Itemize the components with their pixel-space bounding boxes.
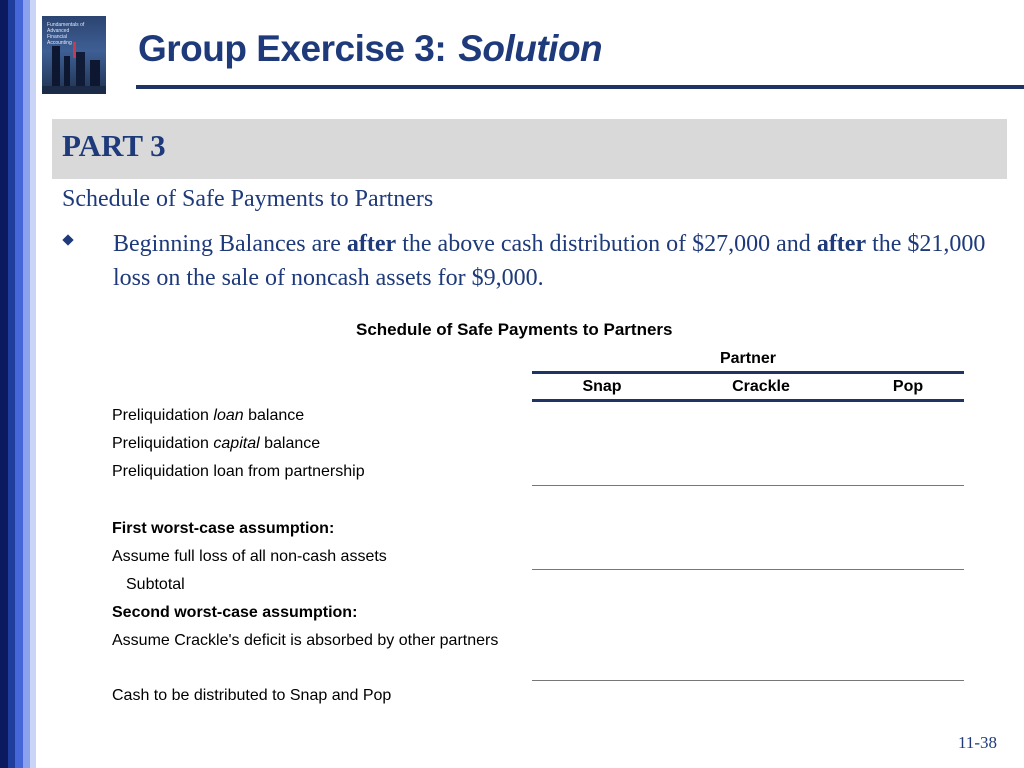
slide-title-emphasis: Solution: [458, 28, 603, 69]
decor-stripe-2: [8, 0, 15, 768]
table-row-label: Cash to be distributed to Snap and Pop: [112, 687, 392, 704]
table-row-label: [112, 403, 304, 429]
column-header-pop: Pop: [892, 378, 924, 395]
title-underline: [136, 85, 1024, 89]
table-section-heading: First worst-case assumption:: [112, 520, 335, 537]
book-cover-title: Fundamentals of Advanced Financial Accounting: [47, 22, 85, 46]
bullet-text: [113, 227, 1003, 295]
slide-title-main: Group Exercise 3:: [138, 28, 447, 69]
bullet-text-part: the above cash distribution of $27,000 and: [396, 231, 817, 257]
row-text: balance: [259, 435, 321, 452]
decor-stripe-4: [23, 0, 30, 768]
slide-title: [138, 28, 602, 70]
skyline-building: [76, 52, 85, 86]
bullet-emphasis: after: [346, 231, 397, 257]
decor-stripe-5: [30, 0, 36, 768]
row-divider: [532, 680, 964, 681]
row-divider: [532, 569, 964, 570]
column-header-snap: Snap: [582, 378, 622, 395]
row-text: Preliquidation: [112, 407, 214, 424]
skyline-building: [64, 56, 70, 86]
header-rule-bottom: [532, 399, 964, 402]
decor-stripe-3: [15, 0, 23, 768]
table-row-label: Assume Crackle's deficit is absorbed by other partners: [112, 632, 499, 649]
table-title: Schedule of Safe Payments to Partners: [356, 320, 673, 339]
column-header-crackle: Crackle: [732, 378, 790, 395]
book-cover-icon: [42, 16, 106, 94]
table-row-label: [112, 431, 320, 457]
row-text-italic: capital: [213, 435, 260, 452]
table-section-heading: Second worst-case assumption:: [112, 604, 358, 621]
header-rule-top: [532, 371, 964, 374]
diamond-bullet-icon: [62, 234, 73, 245]
section-subheading: Schedule of Safe Payments to Partners: [62, 186, 434, 212]
bullet-text-part: Beginning Balances are: [113, 231, 347, 257]
row-text-italic: loan: [213, 407, 244, 424]
table-row-label: Assume full loss of all non-cash assets: [112, 548, 387, 565]
skyline-building: [52, 46, 60, 86]
bullet-emphasis: after: [816, 231, 867, 257]
page-number: 11-38: [958, 733, 998, 752]
row-divider: [532, 485, 964, 486]
bullet-text-part: the $21,000 loss on the sale of noncash assets for $9,000.: [113, 231, 986, 291]
cover-band: [42, 86, 106, 94]
row-text: balance: [243, 407, 305, 424]
table-group-header: Partner: [719, 350, 777, 367]
part-banner: [52, 119, 1007, 179]
table-row-label: Preliquidation loan from partnership: [112, 463, 365, 480]
part-label: PART 3: [62, 128, 166, 163]
table-row-subtotal: Subtotal: [126, 576, 185, 593]
decor-stripe-1: [0, 0, 8, 768]
row-text: Preliquidation: [112, 435, 214, 452]
skyline-building: [90, 60, 100, 86]
